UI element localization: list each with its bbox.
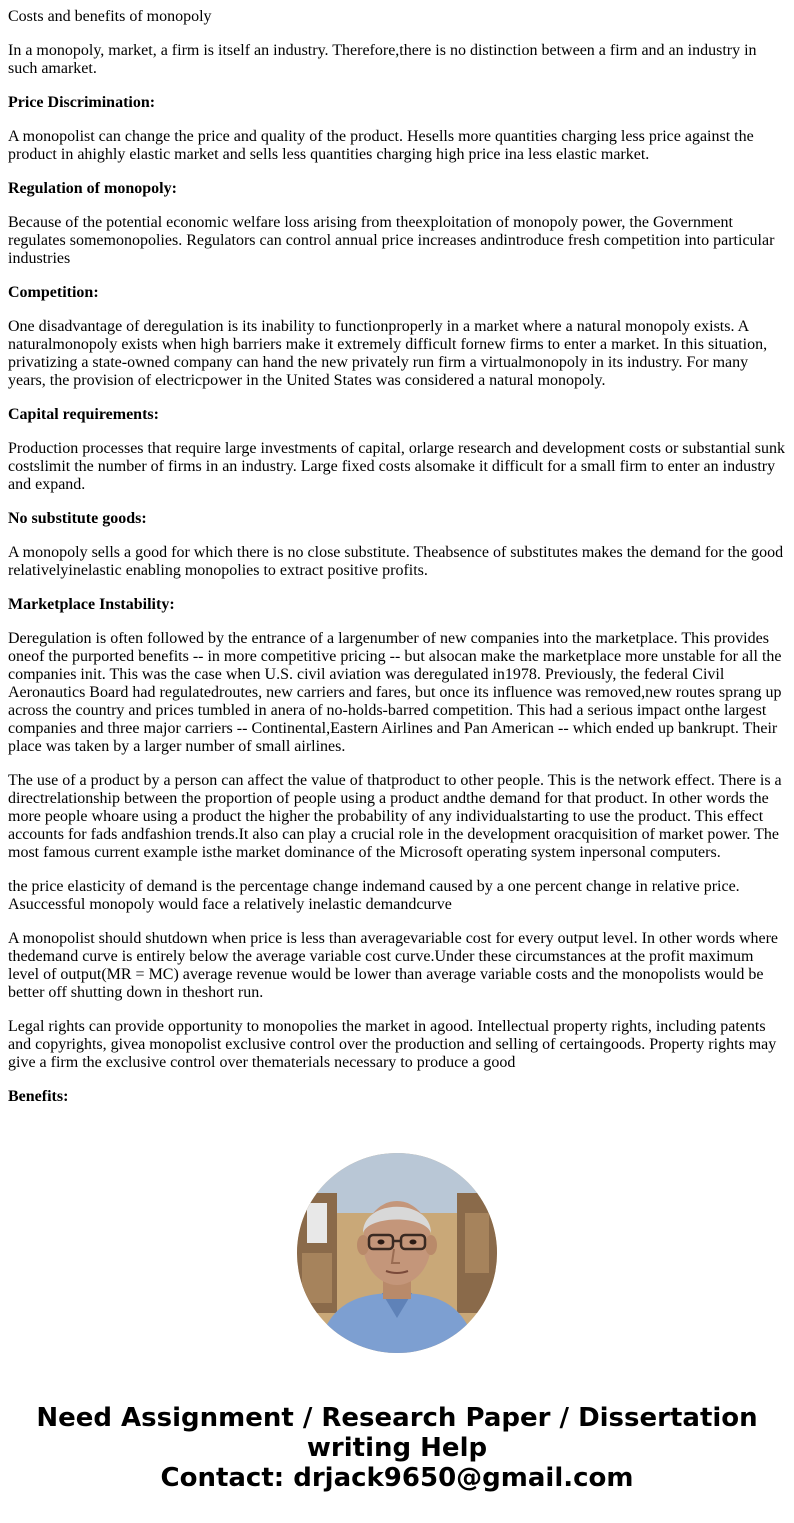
section-heading-competition: Competition: — [8, 284, 99, 301]
footer-help-text: Need Assignment / Research Paper / Dissertation writing Help — [36, 1403, 758, 1463]
section-heading-price-discrimination: Price Discrimination: — [8, 94, 156, 111]
paragraph: Because of the potential economic welfare loss arising from theexploitation of monopoly power, the Government regulates somemonopolies. Regulators can control annual price increases andintroduce fresh competition into particular industries — [8, 214, 775, 267]
section-heading-marketplace-instability: Marketplace Instability: — [8, 596, 175, 613]
section-heading-no-substitute-goods: No substitute goods: — [8, 510, 147, 527]
paragraph: In a monopoly, market, a firm is itself an industry. Therefore,there is no distinction between a firm and an industry in such amarket. — [8, 42, 757, 77]
paragraph: One disadvantage of deregulation is its inability to functionproperly in a market where a natural monopoly exists. A naturalmonopoly exists when high barriers make it extremely difficult fornew firms to enter a market. In this situation, privatizing a state-owned company can hand the new privately run firm a virtualmonopoly in its industry. For many years, the provision of electricpower in the United States was considered a natural monopoly. — [8, 318, 768, 389]
paragraph: A monopolist can change the price and quality of the product. Hesells more quantities charging less price against the product in ahighly elastic market and sells less quantities charging high price ina less elastic market. — [8, 128, 754, 163]
paragraph: Production processes that require large investments of capital, orlarge research and development costs or substantial sunk costslimit the number of firms in an industry. Large fixed costs alsomake it difficult for a small firm to enter an industry and expand. — [8, 440, 785, 493]
paragraph: A monopolist should shutdown when price is less than averagevariable cost for every output level. In other words where thedemand curve is entirely below the average variable cost curve.Under these circumstances at the profit maximum level of output(MR = MC) average revenue would be lower than average variable costs and the monopolists would be better off shutting down in theshort run. — [8, 930, 779, 1001]
author-portrait-icon — [297, 1153, 497, 1353]
section-heading-regulation: Regulation of monopoly: — [8, 180, 177, 197]
section-heading-benefits: Benefits: — [8, 1088, 69, 1105]
document-title: Costs and benefits of monopoly — [8, 8, 212, 25]
footer-contact-email: Contact: drjack9650@gmail.com — [160, 1463, 634, 1493]
paragraph: Deregulation is often followed by the entrance of a largenumber of new companies into the marketplace. This provides oneof the purported benefits -- in more competitive pricing -- but alsocan make the marketplace more unstable for all the companies init. This was the case when U.S. civil aviation was deregulated in1978. Previously, the federal Civil Aeronautics Board had regulatedroutes, new carriers and fares, but once its influence was removed,new routes sprang up across the country and prices tumbled in anera of no-holds-barred competition. This had a serious impact onthe largest companies and three major carriers -- Continental,Eastern Airlines and Pan American -- which ended up bankrupt. Their place was taken by a larger number of small airlines. — [8, 630, 782, 755]
section-heading-capital-requirements: Capital requirements: — [8, 406, 159, 423]
paragraph: A monopoly sells a good for which there is no close substitute. Theabsence of substitutes makes the demand for the good relativelyinelastic enabling monopolies to extract positive profits. — [8, 544, 784, 579]
paragraph: the price elasticity of demand is the percentage change indemand caused by a one percent change in relative price. Asuccessful monopoly would face a relatively inelastic demandcurve — [8, 878, 740, 913]
paragraph: The use of a product by a person can affect the value of thatproduct to other people. This is the network effect. There is a directrelationship between the proportion of people using a product andthe demand for that product. In other words the more people whoare using a product the higher the probability of any individualstarting to use the product. This effect accounts for fads andfashion trends.It also can play a crucial role in the development oracquisition of market power. The most famous current example isthe market dominance of the Microsoft operating system inpersonal computers. — [8, 772, 782, 861]
author-avatar — [297, 1153, 497, 1353]
article — [8, 8, 786, 1122]
paragraph: Legal rights can provide opportunity to monopolies the market in agood. Intellectual property rights, including patents and copyrights, givea monopolist exclusive control over the production and selling of certaingoods. Property rights may give a firm the exclusive control over thematerials necessary to produce a good — [8, 1018, 777, 1071]
footer-contact-banner — [0, 1403, 794, 1493]
